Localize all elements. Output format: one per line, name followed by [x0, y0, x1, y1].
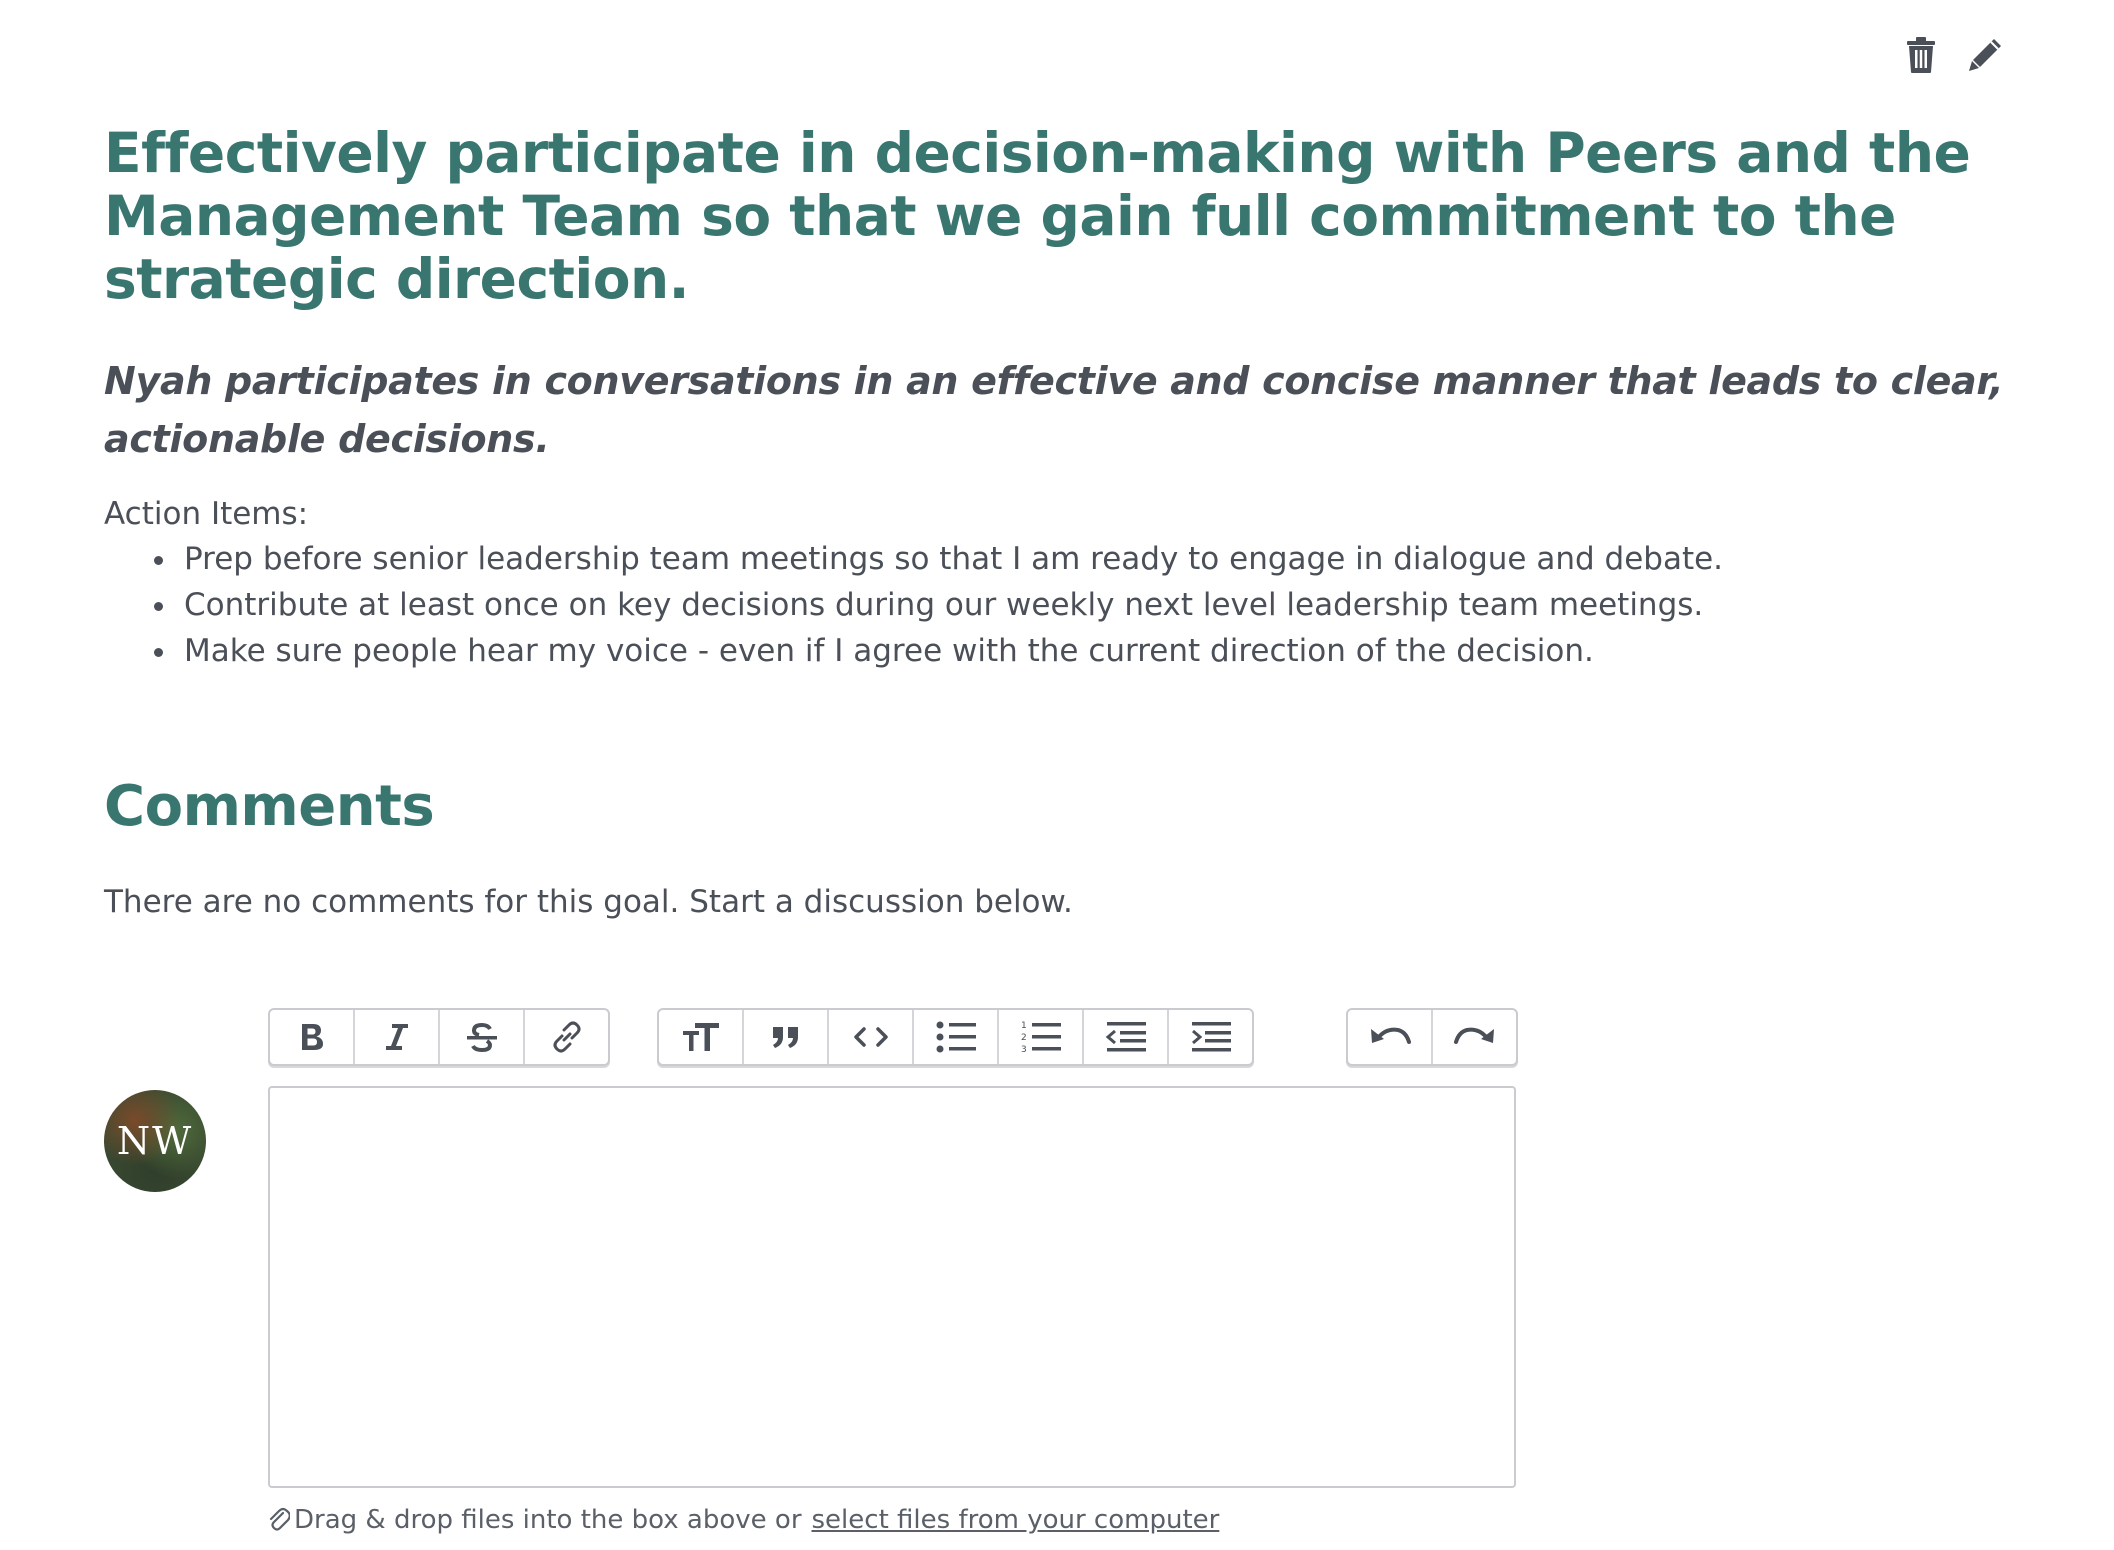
action-items-label: Action Items:: [104, 496, 309, 532]
list-item: [184, 536, 1723, 582]
select-files-link[interactable]: select files from your computer: [811, 1505, 1220, 1535]
undo-icon: [1368, 1022, 1412, 1052]
quote-icon: [770, 1023, 802, 1051]
code-icon: [852, 1025, 890, 1049]
heading-icon: [681, 1021, 721, 1053]
trash-icon: [1906, 36, 1936, 74]
strikethrough-button[interactable]: [440, 1010, 525, 1064]
indent-button[interactable]: [1169, 1010, 1252, 1064]
strikethrough-icon: [465, 1021, 499, 1053]
list-item: [184, 582, 1723, 628]
action-item-text: Make sure people hear my voice - even if I agree with the current direction of the decision.: [184, 633, 1594, 669]
action-items-list: [104, 536, 1723, 674]
svg-text:3: 3: [1020, 1045, 1027, 1055]
delete-goal-button[interactable]: [1900, 34, 1942, 76]
paperclip-icon: [268, 1507, 290, 1533]
svg-text:1: 1: [1020, 1021, 1027, 1031]
heading-button[interactable]: [659, 1010, 744, 1064]
bold-icon: [298, 1021, 326, 1053]
history-toolbar: [1346, 1008, 1518, 1066]
formatting-toolbar: [268, 1008, 610, 1066]
pencil-icon: [1966, 36, 2004, 74]
numbered-list-button[interactable]: [999, 1010, 1084, 1064]
undo-button[interactable]: [1348, 1010, 1433, 1064]
goal-description: Nyah participates in conversations in an effective and concise manner that leads to clear, actionable decisions.: [104, 359, 2004, 461]
numbered-list-icon: [1020, 1019, 1062, 1055]
bullet-list-button[interactable]: [914, 1010, 999, 1064]
italic-button[interactable]: [355, 1010, 440, 1064]
avatar: [104, 1090, 206, 1192]
bullet-icon: [154, 648, 163, 657]
link-button[interactable]: [525, 1010, 608, 1064]
attachment-hint: [268, 1502, 1219, 1538]
comments-heading: Comments: [104, 774, 435, 839]
indent-icon: [1190, 1020, 1232, 1054]
avatar-initials: NW: [116, 1119, 194, 1163]
italic-icon: [383, 1021, 411, 1053]
redo-button[interactable]: [1433, 1010, 1516, 1064]
link-icon: [549, 1019, 585, 1055]
bullet-list-icon: [935, 1020, 977, 1054]
action-item-text: Contribute at least once on key decisions during our weekly next level leadership team meetings.: [184, 587, 1704, 623]
bullet-icon: [154, 602, 163, 611]
list-item: [184, 628, 1723, 674]
comment-editor[interactable]: [268, 1086, 1516, 1488]
block-toolbar: [657, 1008, 1254, 1066]
attachment-hint-text: Drag & drop files into the box above or: [294, 1505, 802, 1535]
bold-button[interactable]: [270, 1010, 355, 1064]
action-item-text: Prep before senior leadership team meetings so that I am ready to engage in dialogue and debate.: [184, 541, 1724, 577]
goal-actions: [1900, 34, 2006, 76]
bullet-icon: [154, 556, 163, 565]
quote-button[interactable]: [744, 1010, 829, 1064]
edit-goal-button[interactable]: [1964, 34, 2006, 76]
outdent-icon: [1105, 1020, 1147, 1054]
goal-title: Effectively participate in decision-making with Peers and the Management Team so that we gain full commitment to the strategic direction.: [104, 121, 1971, 311]
outdent-button[interactable]: [1084, 1010, 1169, 1064]
no-comments-message: There are no comments for this goal. Start a discussion below.: [104, 884, 1073, 920]
redo-icon: [1453, 1022, 1497, 1052]
code-button[interactable]: [829, 1010, 914, 1064]
svg-text:2: 2: [1020, 1033, 1027, 1043]
